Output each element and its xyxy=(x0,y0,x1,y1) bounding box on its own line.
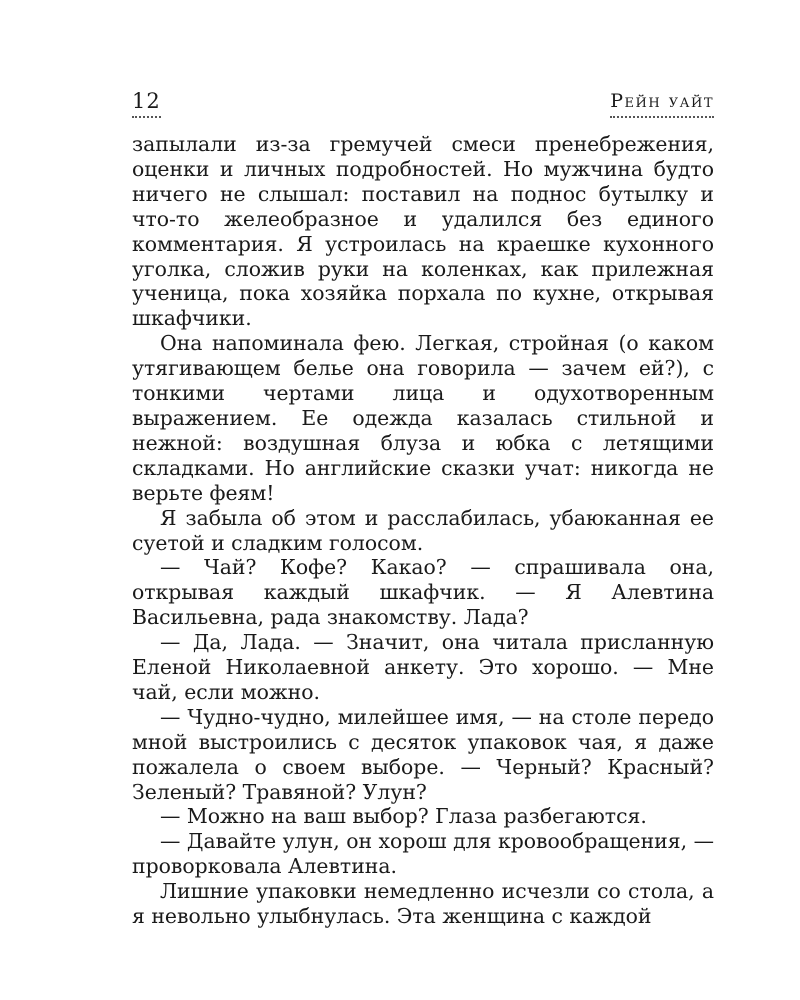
paragraph: — Да, Лада. — Значит, она читала присланную Еленой Николаевной анкету. Это хорошо. — Мне чай, если можно. xyxy=(132,630,714,704)
page-header xyxy=(132,88,714,122)
paragraph: запылали из-за гремучей смеси пренебрежения, оценки и личных подробностей. Но мужчина будто ничего не слышал: поставил на поднос бутылку и что-то желеобразное и удалился без единого комментария. Я устроилась на краешке кухонного уголка, сложив руки на коленках, как прилежная ученица, пока хозяйка порхала по кухне, открывая шкафчики. xyxy=(132,132,714,331)
paragraph: — Чай? Кофе? Какао? — спрашивала она, открывая каждый шкафчик. — Я Алевтина Васильевна, рада знакомству. Лада? xyxy=(132,555,714,630)
paragraph: — Давайте улун, он хорош для кровообращения, — проворковала Алевтина. xyxy=(132,829,714,879)
paragraph: Она напоминала фею. Легкая, стройная (о каком утягивающем белье она говорила — зачем ей?), с тонкими чертами лица и одухотворенным выражением. Ее одежда казалась стильной и нежной: воздушная блуза и юбка с летящими складками. Но английские сказки учат: никогда не верьте феям! xyxy=(132,331,714,505)
book-page xyxy=(132,88,714,929)
page-number: 12 xyxy=(132,88,161,118)
paragraph: — Чудно-чудно, милейшее имя, — на столе передо мной выстроились с десяток упаковок чая, я даже пожалела о своем выборе. — Черный? Красный? Зеленый? Травяной? Улун? xyxy=(132,704,714,804)
body-text xyxy=(132,132,714,929)
paragraph: Лишние упаковки немедленно исчезли со стола, а я невольно улыбнулась. Эта женщина с каждой xyxy=(132,879,714,929)
paragraph: Я забыла об этом и расслабилась, убаюканная ее суетой и сладким голосом. xyxy=(132,505,714,555)
paragraph: — Можно на ваш выбор? Глаза разбегаются. xyxy=(160,804,647,829)
running-title: Рейн уайт xyxy=(610,88,714,118)
